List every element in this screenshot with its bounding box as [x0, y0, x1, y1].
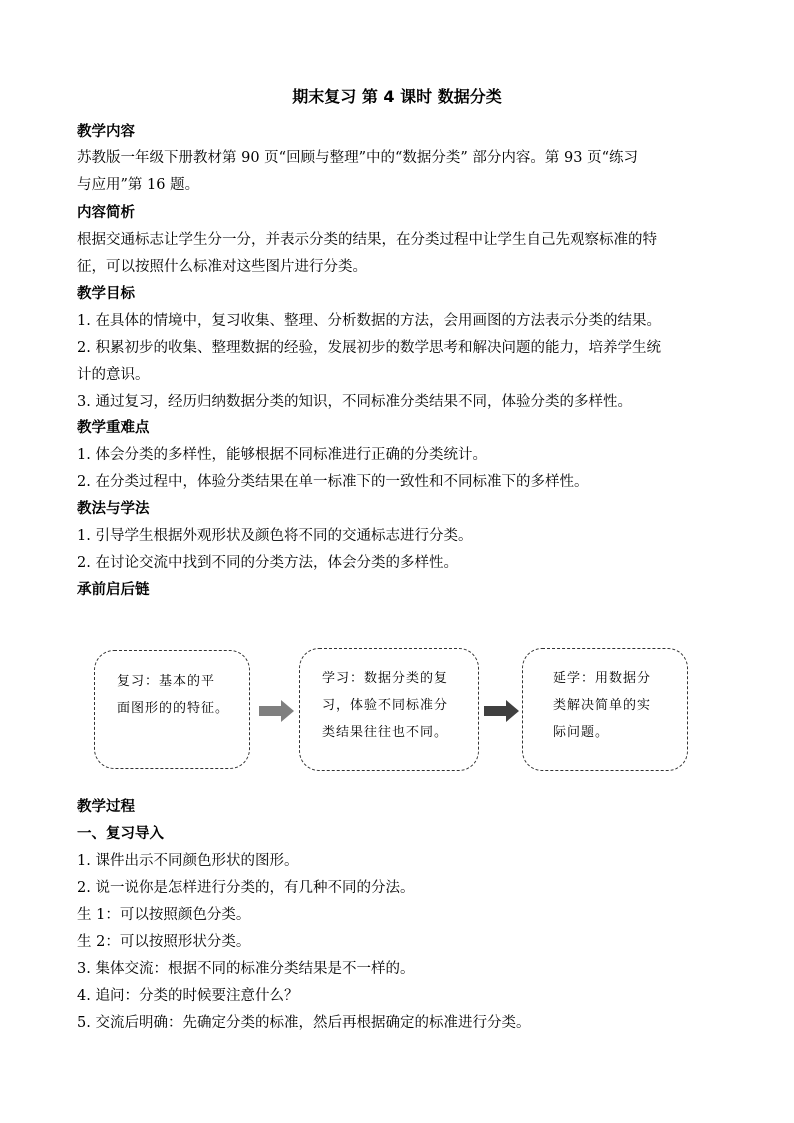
chain-box-text: 习，体验不同标准分: [322, 698, 449, 713]
heading-content-brief: 内容简析: [77, 205, 135, 221]
text-line: 5. 交流后明确：先确定分类的标准，然后再根据确定的标准进行分类。: [77, 1015, 531, 1031]
text-line: 生 2：可以按照形状分类。: [77, 934, 251, 950]
heading-chain: 承前启后链: [77, 582, 150, 598]
heading-teaching-content: 教学内容: [77, 124, 135, 140]
chain-box-text: 延学：用数据分: [553, 671, 652, 686]
chain-box-extend: [522, 648, 688, 771]
heading-review-intro: 一、复习导入: [77, 826, 164, 842]
heading-process: 教学过程: [77, 799, 135, 815]
page-title: 期末复习 第 4 课时 数据分类: [292, 87, 502, 106]
chain-box-text: 际问题。: [553, 725, 610, 740]
chain-box-learn: [299, 648, 479, 771]
text-line: 3. 通过复习，经历归纳数据分类的知识，不同标准分类结果不同，体验分类的多样性。: [77, 394, 632, 410]
text-line: 计的意识。: [77, 367, 150, 383]
heading-key-points: 教学重难点: [77, 420, 150, 436]
text-line: 4. 追问：分类的时候要注意什么？: [77, 988, 299, 1004]
text-line: 苏教版一年级下册教材第 90 页“回顾与整理”中的“数据分类” 部分内容。第 93 页“练习: [77, 150, 639, 166]
text-line: 征，可以按照什么标准对这些图片进行分类。: [77, 259, 367, 275]
heading-teaching-goals: 教学目标: [77, 286, 135, 302]
text-line: 根据交通标志让学生分一分，并表示分类的结果，在分类过程中让学生自己先观察标准的特: [77, 232, 657, 248]
chain-box-review: [94, 650, 250, 769]
text-line: 1. 体会分类的多样性，能够根据不同标准进行正确的分类统计。: [77, 447, 487, 463]
text-line: 1. 在具体的情境中，复习收集、整理、分析数据的方法，会用画图的方法表示分类的结果。: [77, 313, 661, 329]
arrow-right-icon: [484, 700, 520, 722]
text-line: 与应用”第 16 题。: [77, 177, 200, 193]
heading-methods: 教法与学法: [77, 501, 150, 517]
text-line: 2. 说一说你是怎样进行分类的，有几种不同的分法。: [77, 880, 415, 896]
text-line: 生 1：可以按照颜色分类。: [77, 907, 251, 923]
chain-box-text: 类解决简单的实: [553, 698, 652, 713]
text-line: 1. 课件出示不同颜色形状的图形。: [77, 853, 299, 869]
text-line: 1. 引导学生根据外观形状及颜色将不同的交通标志进行分类。: [77, 528, 473, 544]
chain-box-text: 复习：基本的平: [117, 674, 216, 689]
text-line: 2. 积累初步的收集、整理数据的经验，发展初步的数学思考和解决问题的能力，培养学生统: [77, 340, 661, 356]
chain-box-text: 学习：数据分类的复: [322, 671, 449, 686]
chain-box-text: 面图形的的特征。: [117, 701, 230, 716]
text-line: 2. 在讨论交流中找到不同的分类方法，体会分类的多样性。: [77, 555, 458, 571]
text-line: 2. 在分类过程中，体验分类结果在单一标准下的一致性和不同标准下的多样性。: [77, 474, 589, 490]
chain-box-text: 类结果往往也不同。: [322, 725, 449, 740]
arrow-right-icon: [259, 700, 295, 722]
text-line: 3. 集体交流：根据不同的标准分类结果是不一样的。: [77, 961, 415, 977]
